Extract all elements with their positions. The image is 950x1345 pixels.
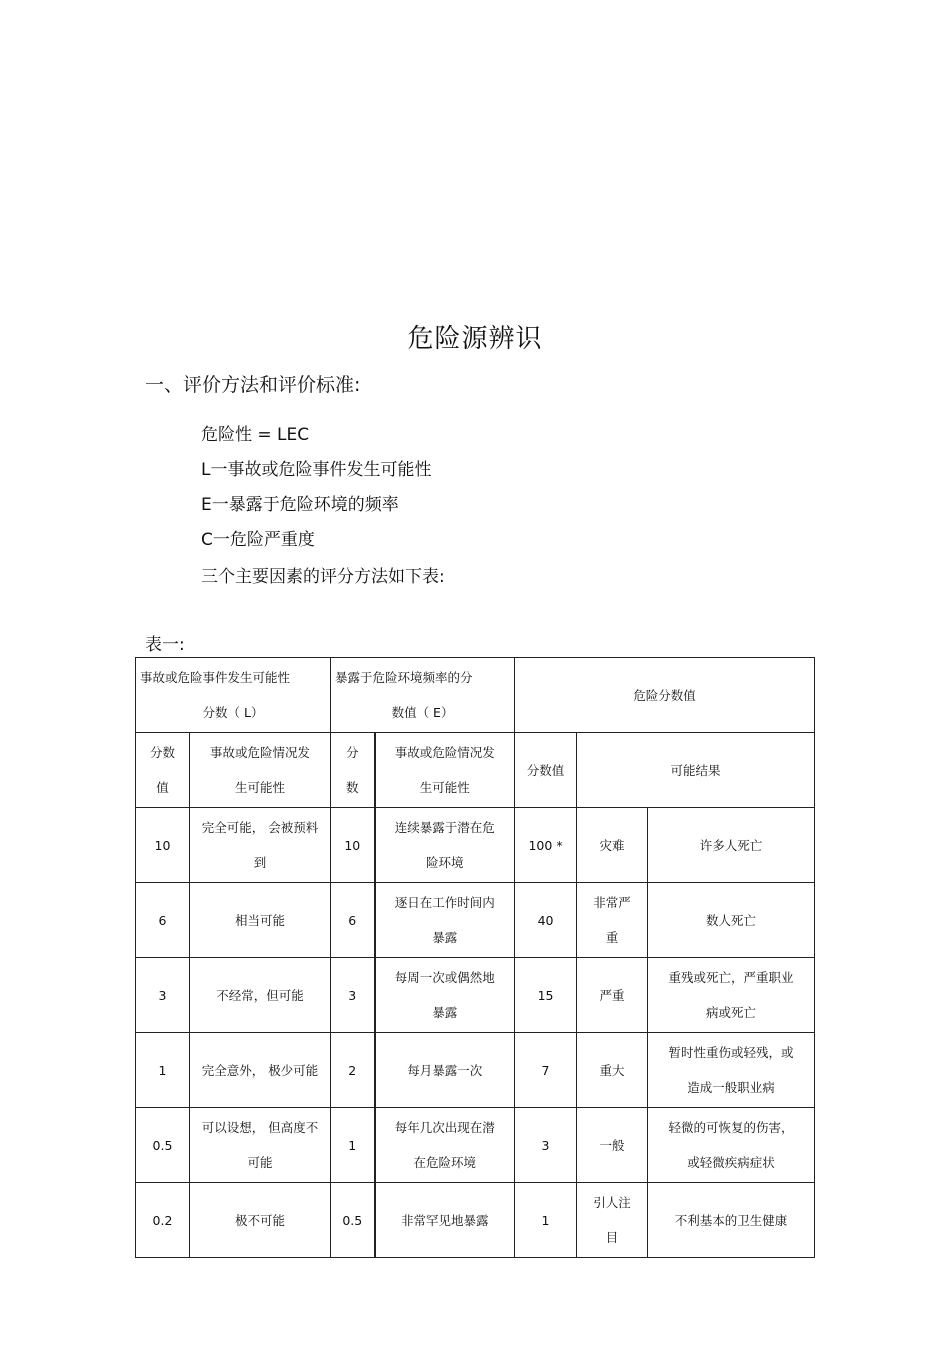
cell-severity-text: 目	[605, 1230, 619, 1245]
cell-e-score	[331, 1108, 375, 1183]
formula-definition: 危险性 = LEC	[201, 425, 310, 445]
cell-severity	[577, 808, 648, 883]
cell-result-text: 造成一般职业病	[687, 1080, 775, 1095]
subheader-l-score	[136, 733, 190, 808]
cell-result-text: 不利基本的卫生健康	[674, 1212, 788, 1228]
cell-l-score	[136, 1108, 190, 1183]
cell-l-desc	[190, 883, 331, 958]
cell-l-desc-text: 相当可能	[235, 912, 286, 928]
cell-c-score	[515, 1033, 577, 1108]
cell-result-text: 重残或死亡，严重职业	[668, 970, 794, 985]
subheader-e-desc	[375, 733, 515, 808]
cell-e-desc-text: 每周一次或偶然地	[394, 970, 495, 985]
cell-l-score-text: 0.5	[152, 1137, 173, 1153]
cell-e-score-text: 0.5	[342, 1212, 363, 1228]
cell-e-desc-text: 在危险环境	[413, 1155, 477, 1170]
cell-c-score	[515, 1108, 577, 1183]
cell-l-desc-text: 可以设想， 但高度不	[201, 1120, 319, 1135]
cell-e-score	[331, 1183, 375, 1258]
cell-e-desc	[375, 1183, 515, 1258]
cell-l-desc-text: 完全意外， 极少可能	[201, 1062, 319, 1078]
header-c: 危险分数值	[515, 658, 815, 733]
cell-severity	[577, 1183, 648, 1258]
cell-severity-text: 重	[605, 930, 619, 945]
cell-e-desc-text: 暴露	[432, 1005, 458, 1020]
cell-severity-text: 一般	[599, 1137, 625, 1153]
cell-l-desc-text: 到	[253, 855, 267, 870]
subheader-l-desc-2: 生可能性	[235, 780, 286, 795]
cell-l-desc	[190, 958, 331, 1033]
header-e	[331, 658, 515, 733]
cell-result-text: 数人死亡	[706, 912, 757, 928]
cell-c-score-text: 100 *	[528, 837, 563, 853]
cell-e-desc-text: 暴露	[432, 930, 458, 945]
cell-e-score-text: 1	[348, 1137, 357, 1153]
cell-e-desc-text: 险环境	[426, 855, 464, 870]
subheader-l-desc-1: 事故或危险情况发	[210, 745, 311, 760]
cell-result	[648, 1108, 815, 1183]
cell-l-score	[136, 958, 190, 1033]
cell-l-desc-text: 不经常，但可能	[216, 987, 304, 1003]
header-e-line2: 数值（ E）	[391, 705, 454, 720]
cell-result-text: 轻微的可恢复的伤害，	[668, 1120, 794, 1135]
cell-result	[648, 808, 815, 883]
table-row	[136, 808, 815, 883]
cell-c-score	[515, 883, 577, 958]
table-row	[136, 883, 815, 958]
cell-e-desc	[375, 958, 515, 1033]
cell-e-desc-text: 逐日在工作时间内	[394, 895, 495, 910]
cell-l-score-text: 10	[154, 837, 171, 853]
cell-result-text: 许多人死亡	[699, 837, 763, 853]
cell-e-score-text: 3	[348, 987, 357, 1003]
cell-e-score-text: 2	[348, 1062, 357, 1078]
cell-e-desc-text: 每年几次出现在潜	[394, 1120, 495, 1135]
table-subheader-row	[136, 733, 815, 808]
formula-e: E一暴露于危险环境的频率	[201, 495, 399, 515]
cell-c-score-text: 15	[537, 987, 554, 1003]
lec-table	[135, 657, 815, 1258]
cell-e-score	[331, 958, 375, 1033]
cell-c-score	[515, 1183, 577, 1258]
cell-result	[648, 1183, 815, 1258]
cell-e-desc	[375, 808, 515, 883]
subheader-l-desc	[190, 733, 331, 808]
cell-l-desc	[190, 1033, 331, 1108]
subheader-l-score-2: 值	[156, 780, 169, 795]
formula-note: 三个主要因素的评分方法如下表:	[201, 567, 445, 587]
cell-l-score-text: 6	[158, 912, 167, 928]
cell-result	[648, 883, 815, 958]
table-row	[136, 958, 815, 1033]
table-row	[136, 1183, 815, 1258]
cell-e-desc-text: 每月暴露一次	[407, 1062, 483, 1078]
header-l-line2: 分数（ L）	[202, 705, 264, 720]
cell-e-desc-text: 非常罕见地暴露	[401, 1212, 489, 1228]
cell-severity-text: 引人注	[593, 1195, 631, 1210]
cell-c-score-text: 1	[541, 1212, 550, 1228]
cell-e-score-text: 6	[348, 912, 357, 928]
cell-c-score	[515, 958, 577, 1033]
cell-severity	[577, 958, 648, 1033]
cell-severity	[577, 1108, 648, 1183]
header-l-line1: 事故或危险事件发生可能性	[140, 670, 291, 685]
formula-l: L一事故或危险事件发生可能性	[201, 460, 432, 480]
cell-l-score	[136, 1033, 190, 1108]
cell-c-score-text: 40	[537, 912, 554, 928]
cell-c-score-text: 3	[541, 1137, 550, 1153]
table-caption: 表一:	[145, 635, 185, 655]
subheader-l-score-1: 分数	[149, 745, 175, 760]
table-row	[136, 1033, 815, 1108]
cell-e-score-text: 10	[344, 837, 361, 853]
cell-severity-text: 灾难	[599, 837, 625, 853]
cell-e-desc	[375, 1108, 515, 1183]
subheader-c-result: 可能结果	[577, 733, 815, 808]
cell-l-desc	[190, 808, 331, 883]
cell-e-score	[331, 883, 375, 958]
table-header-row	[136, 658, 815, 733]
cell-e-score	[331, 1033, 375, 1108]
cell-e-score	[331, 808, 375, 883]
cell-e-desc-text: 连续暴露于潜在危	[394, 820, 495, 835]
cell-result	[648, 1033, 815, 1108]
cell-severity-text: 严重	[599, 987, 625, 1003]
subheader-e-desc-2: 生可能性	[419, 780, 470, 795]
cell-result-text: 暂时性重伤或轻残，或	[668, 1045, 794, 1060]
cell-severity	[577, 883, 648, 958]
cell-l-score	[136, 1183, 190, 1258]
cell-result-text: 病或死亡	[706, 1005, 757, 1020]
cell-l-desc	[190, 1108, 331, 1183]
cell-c-score-text: 7	[541, 1062, 550, 1078]
cell-severity	[577, 1033, 648, 1108]
cell-e-desc	[375, 1033, 515, 1108]
header-l	[136, 658, 331, 733]
subheader-e-score-2: 数	[346, 780, 359, 795]
cell-l-score	[136, 808, 190, 883]
page-title: 危险源辨识	[407, 324, 543, 354]
cell-l-desc	[190, 1183, 331, 1258]
subheader-e-score-1: 分	[346, 745, 359, 760]
cell-severity-text: 重大	[599, 1062, 625, 1078]
cell-result	[648, 958, 815, 1033]
cell-severity-text: 非常严	[593, 895, 631, 910]
cell-l-score-text: 3	[158, 987, 167, 1003]
subheader-e-score	[331, 733, 375, 808]
table-row	[136, 1108, 815, 1183]
cell-l-desc-text: 可能	[247, 1155, 273, 1170]
subheader-c-score: 分数值	[515, 733, 577, 808]
section-heading: 一、评价方法和评价标准:	[145, 374, 361, 396]
cell-l-score-text: 1	[158, 1062, 167, 1078]
cell-e-desc	[375, 883, 515, 958]
header-e-line1: 暴露于危险环境频率的分	[335, 670, 473, 685]
cell-result-text: 或轻微疾病症状	[687, 1155, 775, 1170]
cell-l-desc-text: 完全可能， 会被预料	[201, 820, 319, 835]
subheader-e-desc-1: 事故或危险情况发	[394, 745, 495, 760]
cell-l-desc-text: 极不可能	[235, 1212, 286, 1228]
formula-c: C一危险严重度	[201, 530, 315, 550]
cell-l-score	[136, 883, 190, 958]
cell-c-score	[515, 808, 577, 883]
cell-l-score-text: 0.2	[152, 1212, 173, 1228]
